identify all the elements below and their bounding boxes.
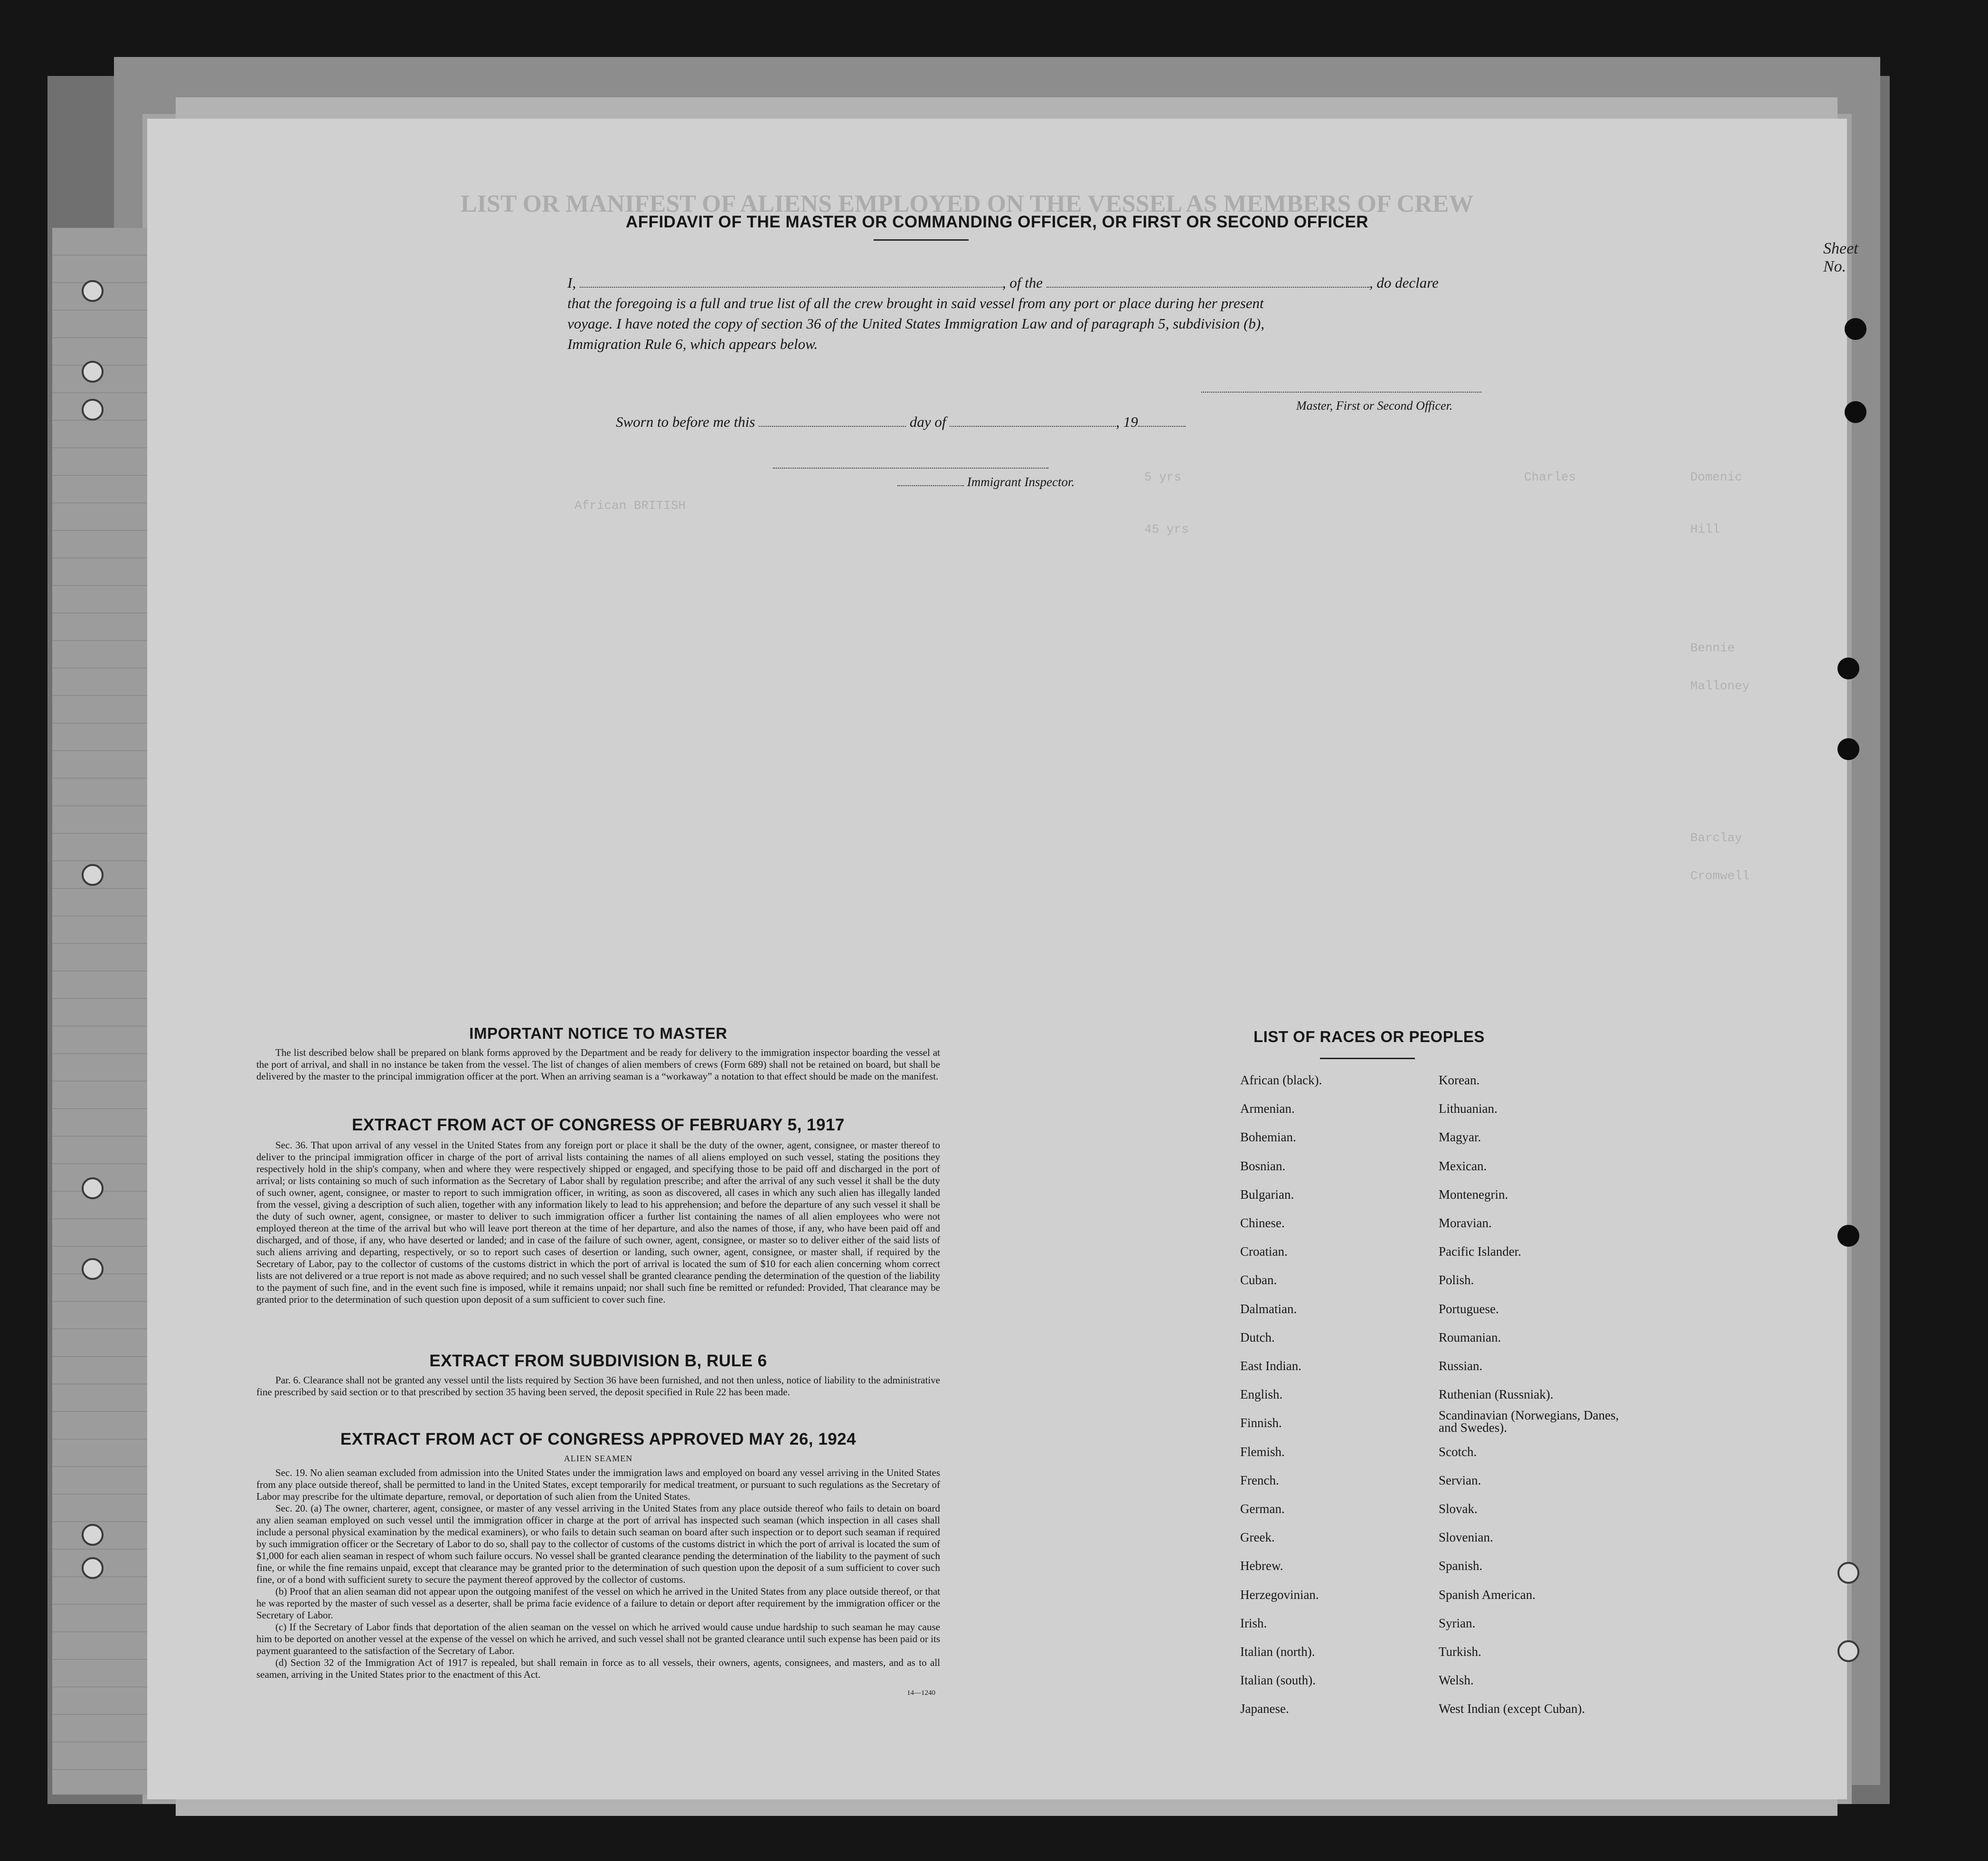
race-item: Scotch. <box>1439 1444 1477 1459</box>
race-item: Korean. <box>1439 1073 1480 1087</box>
affidavit-do-declare: , do declare <box>1369 274 1439 291</box>
punch-hole <box>82 361 104 383</box>
race-item: Slovak. <box>1439 1502 1478 1516</box>
race-item: Spanish. <box>1439 1559 1483 1573</box>
punch-hole <box>1845 401 1866 423</box>
year-blank <box>1138 426 1186 427</box>
punch-hole <box>82 1177 104 1199</box>
inspector-label: Immigrant Inspector. <box>967 475 1075 489</box>
race-item: Ruthenian (Russniak). <box>1439 1387 1554 1402</box>
extract-1924-title: EXTRACT FROM ACT OF CONGRESS APPROVED MAY 26, 1924 <box>340 1430 857 1448</box>
race-item: Dutch. <box>1240 1330 1275 1344</box>
races-rule <box>1320 1058 1415 1059</box>
affidavit-line-3: voyage. I have noted the copy of section 36 of the United States Immigration Law and of paragraph 5, subdivision (b), <box>567 315 1264 332</box>
extract-1917-title: EXTRACT FROM ACT OF CONGRESS OF FEBRUARY 5, 1917 <box>352 1116 845 1134</box>
inspector-label-line <box>897 472 1074 492</box>
sworn-line <box>616 412 1186 432</box>
faded-column-entry: 45 yrs <box>1144 522 1189 536</box>
alien-seamen-subtitle: ALIEN SEAMEN <box>564 1454 633 1463</box>
races-title: LIST OF RACES OR PEOPLES <box>1253 1028 1485 1045</box>
punch-hole <box>82 864 104 886</box>
faded-column-entry: Barclay <box>1690 831 1743 845</box>
race-item: Slovenian. <box>1439 1530 1493 1545</box>
race-item: Irish. <box>1240 1616 1267 1630</box>
faded-column-entry: African BRITISH <box>575 498 686 513</box>
affidavit-line-4: Immigration Rule 6, which appears below. <box>567 336 818 352</box>
punch-hole <box>82 280 104 302</box>
notice-body: The list described below shall be prepared on blank forms approved by the Department and be ready for delivery to the immigration inspector boarding the vessel at the port of arrival, and shall in no instance be taken from the vessel. The list of changes of alien members of crews (Form 689) shall not be retained on board, but shall be delivered by the master to the principal immigration officer at the port. When an arriving seaman is a “workaway” a notation to that effect should be made on the manifest. <box>256 1047 940 1082</box>
sec20c-paragraph: (c) If the Secretary of Labor finds that deportation of the alien seaman on the vessel on which he arrived would cause undue hardship to such seaman he may cause him to be deported on another vessel at the expense of the vessel on which he arrived, and such vessel shall not be granted clearance until such expense has been paid or its payment guaranteed to the satisfaction of the Secretary of Labor. <box>256 1621 940 1656</box>
day-of-label: day of <box>909 414 946 430</box>
race-item: Herzegovinian. <box>1240 1587 1319 1602</box>
race-item: Mexican. <box>1439 1158 1487 1173</box>
faded-column-entry: Domenic <box>1690 470 1743 484</box>
race-item: Servian. <box>1439 1473 1481 1487</box>
race-item: Greek. <box>1240 1530 1275 1545</box>
race-item: Montenegrin. <box>1439 1187 1508 1202</box>
race-item: West Indian (except Cuban). <box>1439 1701 1585 1716</box>
punch-hole <box>1837 1225 1859 1247</box>
inspector-signature-line <box>773 468 1048 469</box>
punch-hole <box>1837 1640 1859 1662</box>
race-item: German. <box>1240 1502 1285 1516</box>
race-item: Roumanian. <box>1439 1330 1501 1344</box>
punch-hole <box>82 1258 104 1280</box>
master-signature-line <box>1201 392 1481 393</box>
race-item: Japanese. <box>1240 1701 1289 1716</box>
year-label: , 19 <box>1116 414 1138 430</box>
punch-hole <box>1837 658 1859 679</box>
race-item: Flemish. <box>1240 1444 1285 1459</box>
sec19-paragraph: Sec. 19. No alien seaman excluded from admission into the United States under the immigration laws and employed on board any vessel arriving in the United States from any place outside thereof, shall be permitted to land in the United States, except temporarily for medical treatment, or pursuant to such regulations as the Secretary of Labor may prescribe for the ultimate departure, removal, or deportation of such alien from the United States. <box>256 1467 940 1502</box>
race-item: Cuban. <box>1240 1273 1277 1288</box>
race-item: French. <box>1240 1473 1279 1487</box>
faded-column-entry: Bennie <box>1690 641 1735 655</box>
extract-1917-body: Sec. 36. That upon arrival of any vessel in the United States from any foreign port or place it shall be the duty of the owner, agent, consignee, or master thereof to deliver to the principal immigration officer in charge of the port of arrival lists containing the names of all aliens employed on such vessel, stating the positions they respectively hold in the ship's company, when and where they were respectively shipped or engaged, and specifying those to be paid off and discharged in the port of arrival; or lists containing so much of such information as the Secretary of Labor shall by regulation prescribe; and after the arrival of any such vessel it shall be the duty of such owner, agent, consignee, or master to report to such immigration officer, in writing, as soon as discovered, all cases in which any such alien has illegally landed from the vessel, giving a description of such alien, together with any information likely to lead to his apprehension; and before the departure of any such vessel it shall be the duty of such owner, agent, consignee, or master to deliver to such immigration officer a further list containing the names of all alien employees who were not employed thereon at the time of the arrival but who will leave port thereon at the time of her departure, and also the names of those, if any, who have been paid off and discharged, and of those, if any, who have deserted or landed; and in case of the failure of such owner, agent, consignee, or master so to deliver either of the said lists of such aliens arriving and departing, respectively, or so to report such cases of desertion or landing, such owner, agent, consignee, or master shall, if required by the Secretary of Labor, pay to the collector of customs of the customs district in which the port of arrival is located the sum of $10 for each alien concerning whom correct lists are not delivered or a true report is not made as above required; and no such vessel shall be granted clearance pending the determination of the question of the liability to the payment of such fine, and in the event such fine is imposed, while it remains unpaid; nor shall such fine be remitted or refunded: Provided, That clearance may be granted prior to the determination of such question upon deposit of a sum sufficient to cover such fine. <box>256 1139 940 1305</box>
race-item: Moravian. <box>1439 1216 1492 1230</box>
rule6-body: Par. 6. Clearance shall not be granted any vessel until the lists required by Section 36 have been furnished, and not then unless, notice of liability to the administrative fine prescribed by said section or to that prescribed by section 35 having been served, the deposit specified in Rule 22 has been made. <box>256 1374 940 1398</box>
race-item: Russian. <box>1439 1359 1483 1373</box>
name-blank <box>580 287 1002 288</box>
race-item: Armenian. <box>1240 1101 1295 1116</box>
notice-title: IMPORTANT NOTICE TO MASTER <box>469 1024 727 1042</box>
race-item: Italian (north). <box>1240 1645 1315 1659</box>
rule6-title: EXTRACT FROM SUBDIVISION B, RULE 6 <box>429 1352 767 1370</box>
title-rule <box>874 239 969 241</box>
race-item: Bohemian. <box>1240 1130 1296 1145</box>
faded-column-entry: Hill <box>1690 522 1720 536</box>
race-item: Scandinavian (Norwegians, Danes, and Swedes). <box>1439 1408 1619 1435</box>
race-item: East Indian. <box>1240 1359 1301 1373</box>
race-item: Dalmatian. <box>1240 1301 1297 1316</box>
sheet-number-label: Sheet No. <box>1823 240 1858 275</box>
race-item: Croatian. <box>1240 1244 1288 1259</box>
affidavit-title: AFFIDAVIT OF THE MASTER OR COMMANDING OFFICER, OR FIRST OR SECOND OFFICER <box>625 213 1369 231</box>
race-item: Pacific Islander. <box>1439 1244 1521 1259</box>
race-item: Magyar. <box>1439 1130 1481 1145</box>
punch-hole <box>82 399 104 421</box>
affidavit-of-the: , of the <box>1002 274 1043 291</box>
sec20b-paragraph: (b) Proof that an alien seaman did not appear upon the outgoing manifest of the vessel on which he arrived in the United States from any place outside thereof, or that he was reported by the master of such vessel as a deserter, shall be prima facie evidence of a failure to detain or deport after requirement by the immigration officer or the Secretary of Labor. <box>256 1586 940 1621</box>
punch-hole <box>1845 318 1866 340</box>
race-item: Bosnian. <box>1240 1158 1286 1173</box>
month-blank <box>950 426 1116 427</box>
punch-hole <box>1837 1562 1859 1584</box>
race-item: Portuguese. <box>1439 1301 1499 1316</box>
race-item: Italian (south). <box>1240 1673 1316 1688</box>
sec20d-paragraph: (d) Section 32 of the Immigration Act of 1917 is repealed, but shall remain in force as to all vessels, their owners, agents, consignees, and masters, and as to all seamen, arriving in the United States prior to the enactment of this Act. <box>256 1657 940 1680</box>
race-item: Chinese. <box>1240 1216 1285 1230</box>
faded-column-entry: Cromwell <box>1690 869 1750 883</box>
race-item: Spanish American. <box>1439 1587 1536 1602</box>
master-signature-label: Master, First or Second Officer. <box>1296 399 1453 413</box>
faded-manifest-title: LIST OR MANIFEST OF ALIENS EMPLOYED ON THE VESSEL AS MEMBERS OF CREW <box>461 190 1474 217</box>
race-item: English. <box>1240 1387 1283 1402</box>
race-item: Finnish. <box>1240 1416 1282 1430</box>
race-item: Bulgarian. <box>1240 1187 1294 1202</box>
faded-column-entry: 5 yrs <box>1144 470 1182 484</box>
race-item: African (black). <box>1240 1073 1322 1087</box>
day-blank <box>759 426 906 427</box>
sworn-label: Sworn to before me this <box>616 414 755 430</box>
race-item: Lithuanian. <box>1439 1101 1498 1116</box>
form-number: 14—1240 <box>907 1689 935 1697</box>
vessel-blank <box>1046 287 1369 288</box>
affidavit-line-1 <box>567 273 1659 292</box>
affidavit-line-2: that the foregoing is a full and true list of all the crew brought in said vessel from any port or place during her present <box>567 295 1264 311</box>
punch-hole <box>82 1524 104 1546</box>
faded-column-entry: Malloney <box>1690 679 1750 693</box>
race-item: Hebrew. <box>1240 1559 1283 1573</box>
race-item: Syrian. <box>1439 1616 1476 1630</box>
faded-column-entry: Charles <box>1524 470 1576 484</box>
punch-hole <box>1837 738 1859 760</box>
inspector-blank <box>897 485 964 486</box>
punch-hole <box>82 1557 104 1579</box>
sec20a-paragraph: Sec. 20. (a) The owner, charterer, agent, consignee, or master of any vessel arriving in the United States from any place outside thereof who fails to detain on board any alien seaman employed on such vessel until the immigration officer in charge at the port of arrival has inspected such seaman (which inspection in all cases shall include a personal physical examination by the medical examiners), or who fails to detain such seaman on board after such inspection or to deport such seaman if required by such immigration officer or the Secretary of Labor to do so, shall pay to the collector of customs of the customs district in which the port of arrival is located the sum of $1,000 for each alien seaman in respect of whom such failure occurs. No vessel shall be granted clearance pending the determination of the liability to the payment of such fine, or while the fine remains unpaid, except that clearance may be granted prior to the determination of such question upon the deposit of a sum sufficient to cover such fine, or of a bond with sufficient surety to secure the payment thereof approved by the collector of customs. <box>256 1503 940 1585</box>
affidavit-i: I, <box>567 274 576 291</box>
manifest-page <box>147 119 1858 1799</box>
race-item: Polish. <box>1439 1273 1474 1288</box>
race-item: Turkish. <box>1439 1645 1481 1659</box>
extract-1924-body <box>256 1467 940 1681</box>
race-item: Welsh. <box>1439 1673 1474 1688</box>
